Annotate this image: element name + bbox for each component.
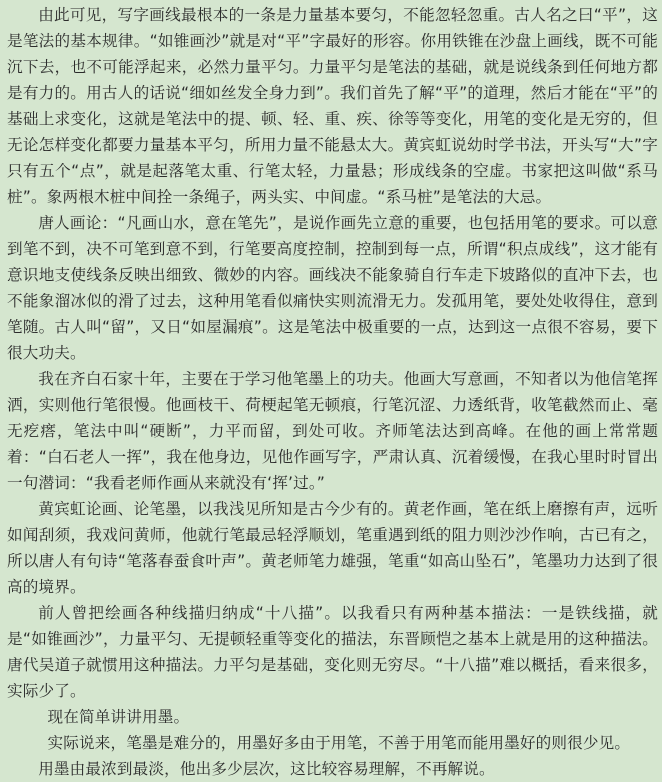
paragraph-1: 由此可见，写字画线最根本的一条是力量基本要匀，不能忽轻忽重。古人名之曰“平”，这是笔法的基本规律。“如锥画沙”就是对“平”字最好的形容。你用铁锥在沙盘上画线，既不可能沉下去，也不可能浮起来，必然力量平匀。力量平匀是笔法的基础，就是说线条到任何地方都是有力的。用古人的话说“细如丝发全身力到”。我们首先了解“平”的道理，然后才能在“平”的基础上求变化，这就是笔法中的提、顿、轻、重、疾、徐等等变化，用笔的变化是无穷的，但无论怎样变化都要力量基本平匀，所用力量不能悬太大。黄宾虹说幼时学书法，开头写“大”字只有五个“点”，就是起落笔太重、行笔太轻，力量悬；形成线条的空虚。书家把这叫做“系马桩”。象两根木桩中间拴一条绳子，两头实、中间虚。“系马桩”是笔法的大忌。 — [7, 6, 658, 206]
paragraph-8: 用墨由最浓到最淡，他出多少层次，这比较容易理解，不再解说。 — [38, 760, 495, 778]
paragraph-7: 实际说来，笔墨是难分的，用墨好多由于用笔，不善于用笔而能用墨好的则很少见。 — [47, 734, 631, 752]
paragraph-6: 现在简单讲讲用墨。 — [47, 708, 190, 726]
paragraph-3: 我在齐白石家十年，主要在于学习他笔墨上的功夫。他画大写意画，不知者以为他信笔挥洒，实则他行笔很慢。他画枝干、荷梗起笔无顿痕，行笔沉涩、力透纸背，收笔截然而止、毫无疙瘩，笔法中叫“硬断”，力平而留，到处可收。齐师笔法达到高峰。在他的画上常常题着：“白石老人一挥”，我在他身边，见他作画写字，严肃认真、沉着缓慢，在我心里时时冒出一句潜词：“我看老师作画从来就没有‘挥’过。” — [7, 370, 658, 492]
paragraph-5: 前人曾把绘画各种线描归纳成“十八描”。以我看只有两种基本描法：一是铁线描，就是“如锥画沙”，力量平匀、无提顿轻重等变化的描法，东晋顾恺之基本上就是用的这种描法。唐代吴道子就惯用这种描法。力平匀是基础，变化则无穷尽。“十八描”难以概括，看来很多，实际少了。 — [7, 604, 658, 700]
paragraph-2: 唐人画论：“凡画山水，意在笔先”，是说作画先立意的重要，也包括用笔的要求。可以意到笔不到，决不可笔到意不到，行笔要高度控制，控制到每一点，所谓“积点成线”，这才能有意识地支使线条反映出细致、微妙的内容。画线决不能象骑自行车走下坡路似的直冲下去，也不能象溜冰似的滑了过去，这种用笔看似痛快实则流滑无力。发孤用笔，要处处收得住，意到笔随。古人叫“留”，又日“如屋漏痕”。这是笔法中极重要的一点，达到这一点很不容易，要下很大功夫。 — [7, 214, 658, 362]
paragraph-4: 黄宾虹论画、论笔墨，以我浅见所知是古今少有的。黄老作画，笔在纸上磨擦有声，远听如闻刮须，我戏问黄师，他就行笔最忌轻浮顺划，笔重遇到纸的阻力则沙沙作响，古已有之，所以唐人有句诗“笔落春蚕食叶声”。黄老师笔力雄强，笔重“如高山坠石”，笔墨功力达到了很高的境界。 — [7, 500, 658, 596]
